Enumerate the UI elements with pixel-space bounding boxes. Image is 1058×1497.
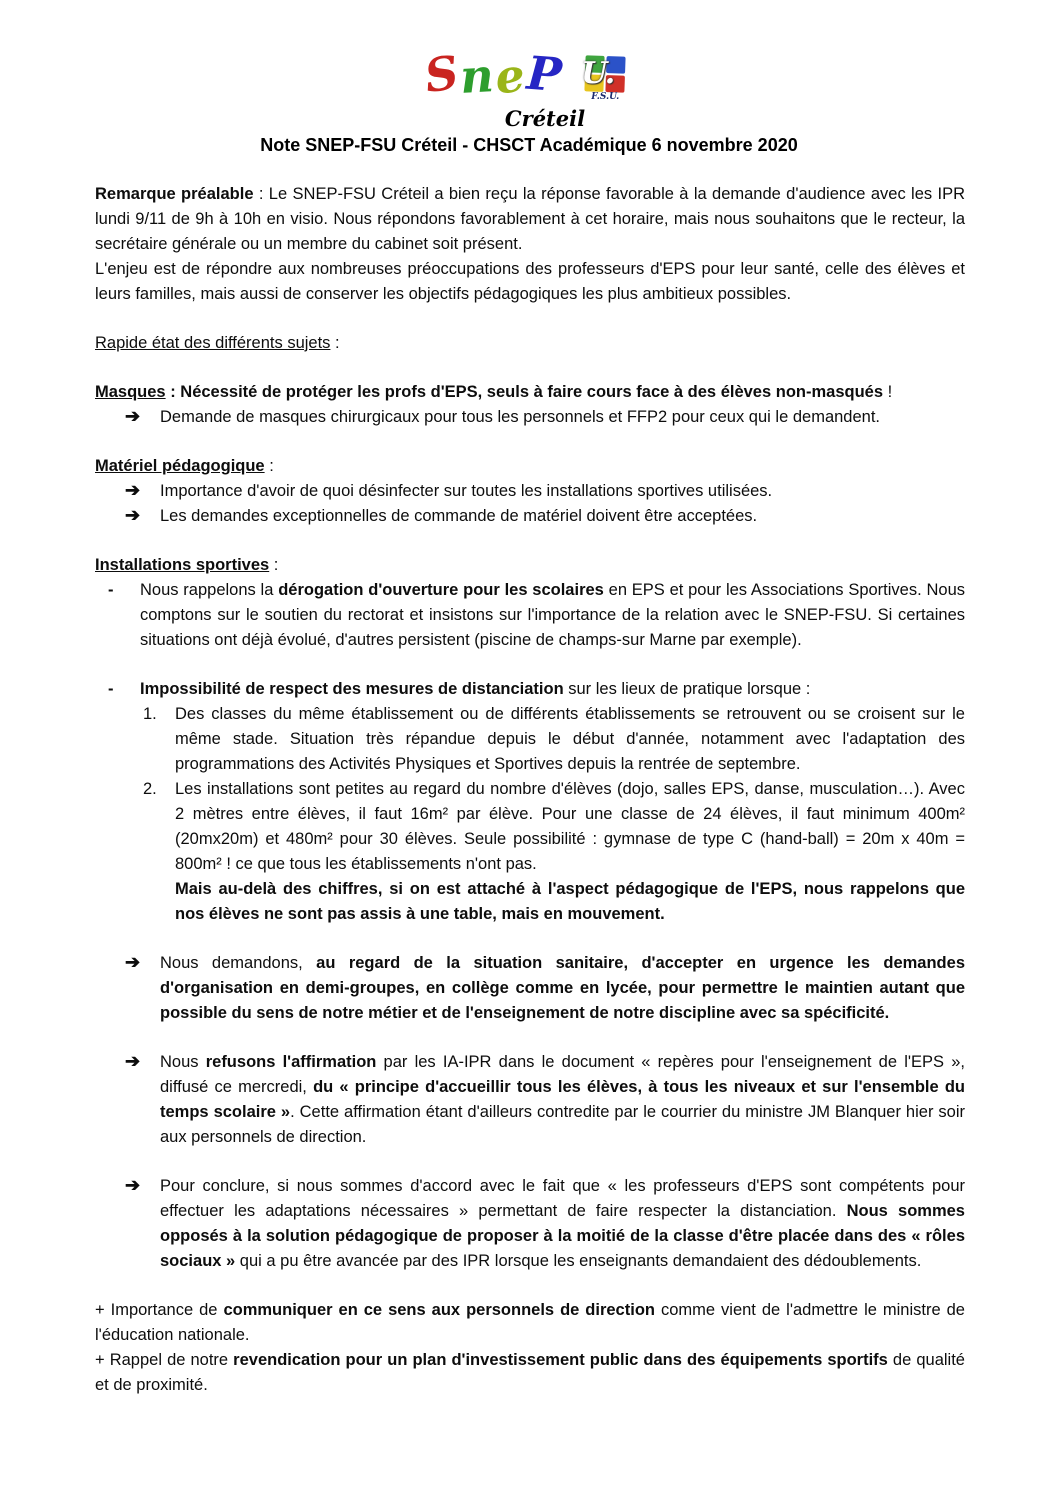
spacer (95, 1274, 965, 1298)
text-run: refusons l'affirmation (205, 1053, 377, 1071)
dash-bullet: - (108, 581, 114, 599)
text-run: Les installations sont petites au regard du nombre d'élèves (dojo, salles EPS, danse, musculation…). Avec 2 mètres entre élèves, il faut 16m² par élève. Pour une classe de 24 élèves, il faut minimum 400m² (20mx20m) et 480m² pour 30 élèves. Seule possibilité : gymnase de type C (hand-ball) = 20m x 40m = 800m² ! ce que tous les établissements n'ont pas. (175, 780, 965, 873)
fsu-u-label: U. (581, 56, 616, 91)
text-run: Installations sportives (95, 556, 270, 574)
heading-masques (95, 380, 965, 405)
text-run: : (264, 457, 274, 475)
text-run: par les IA-IPR dans le document « repères pour l'enseignement de l'EPS », diffusé ce mercredi, (160, 1053, 965, 1096)
arrow-bullet-icon: ➔ (125, 505, 141, 525)
text-run: communiquer en ce sens aux personnels de direction (223, 1301, 655, 1319)
number-label: 1. (143, 705, 157, 723)
text-run: Pour conclure, si nous sommes d'accord avec le fait que « les professeurs d'EPS sont compétents pour effectuer les adaptations nécessaires » permettant de faire respecter la distanciation. (160, 1177, 965, 1220)
arrow-bullet-icon: ➔ (125, 480, 141, 500)
text-run: Matériel pédagogique (95, 457, 265, 475)
text-run: au regard de la situation sanitaire, d'accepter en urgence les demandes d'organisation en demi-groupes, en collège comme en lycée, pour permettre le maintien autant que possible du sens de notre métier et de l'enseignement de notre discipline avec sa spécificité. (160, 954, 965, 1022)
text-run: de qualité et de proximité. (95, 1351, 965, 1394)
text-run: comme vient de l'admettre le ministre de l'éducation nationale. (95, 1301, 965, 1344)
text-run: Nous (160, 1053, 206, 1071)
text-run: + Importance de (95, 1301, 224, 1319)
text-run: dérogation d'ouverture pour les scolaires (278, 581, 604, 599)
text-run: Importance d'avoir de quoi désinfecter sur toutes les installations sportives utilisées. (160, 482, 773, 500)
logo-subtitle: Créteil (504, 106, 586, 131)
text-run: Nous demandons, (160, 954, 317, 972)
arrow-bullet-icon: ➔ (125, 406, 141, 426)
arrow-refus-affirmation (95, 1050, 965, 1150)
number-label: 2. (143, 780, 157, 798)
heading-materiel (95, 454, 965, 479)
page-title: Note SNEP-FSU Créteil - CHSCT Académique 6 novembre 2020 (260, 135, 798, 155)
text-run: + Rappel de notre (95, 1351, 234, 1369)
logo-letter: S (421, 44, 464, 104)
text-run: . Cette affirmation étant d'ailleurs contredite par le courrier du ministre JM Blanquer hier soir aux personnels de direction. (160, 1103, 965, 1146)
numbered-item-2-continuation (95, 877, 965, 927)
text-run: Mais au-delà des chiffres, si on est attaché à l'aspect pédagogique de l'EPS, nous rappelons que nos élèves ne sont pas assis à une table, mais en mouvement. (175, 880, 965, 923)
materiel-arrow-2 (95, 504, 965, 529)
text-run: en EPS et pour les Associations Sportives. Nous comptons sur le soutien du rectorat et insistons sur l'importance de la relation avec le SNEP-FSU. Si certaines situations ont déjà évolué, d'autres persistent (piscine de champs-sur Marne par exemple). (140, 581, 965, 649)
text-run: : Le SNEP-FSU Créteil a bien reçu la réponse favorable à la demande d'audience avec les IPR lundi 9/11 de 9h à 10h en visio. Nous répondons favorablement à cet horaire, mais nous souhaitons que le recteur, la secrétaire générale ou un membre du cabinet soit présent. (95, 185, 966, 253)
arrow-bullet-icon: ➔ (125, 952, 141, 972)
text-run: revendication pour un plan d'investissement public dans des équipements sportifs (233, 1351, 888, 1369)
dash-bullet: - (108, 680, 114, 698)
materiel-arrow-1 (95, 479, 965, 504)
text-run: Rapide état des différents sujets (95, 334, 331, 352)
snep-logo (0, 44, 1058, 108)
masques-arrow-item (95, 405, 965, 430)
plus-communiquer (95, 1298, 965, 1348)
spacer (95, 653, 965, 677)
spacer (95, 1026, 965, 1050)
logo-letter: n (458, 48, 497, 104)
text-run: ! (883, 383, 893, 401)
arrow-bullet-icon: ➔ (125, 1051, 141, 1071)
numbered-item-2 (95, 777, 965, 877)
text-run: : (269, 556, 279, 574)
text-run: Nous rappelons la (140, 581, 279, 599)
fsu-logo (577, 56, 633, 108)
fsu-caption: F.S.U. (591, 92, 620, 102)
text-run: Remarque préalable (95, 185, 254, 203)
text-run: : (165, 383, 181, 401)
spacer (95, 430, 965, 454)
text-run: qui a pu être avancée par des IPR lorsque les enseignants demandaient des dédoublements. (235, 1252, 922, 1270)
spacer (95, 529, 965, 553)
text-run: sur les lieux de pratique lorsque : (563, 680, 811, 698)
document-header (0, 0, 1058, 156)
heading-rapide-etat (95, 331, 965, 356)
spacer (95, 356, 965, 380)
spacer (95, 307, 965, 331)
arrow-demi-groupes (95, 951, 965, 1026)
document-body (95, 182, 965, 1398)
text-run: : (330, 334, 340, 352)
spacer (95, 927, 965, 951)
text-run: Nous sommes opposés à la solution pédagogique de proposer à la moitié de la classe d'être placée dans des « rôles sociaux » (160, 1202, 965, 1270)
plus-revendication (95, 1348, 965, 1398)
snep-logo-letters (421, 44, 566, 105)
text-run: Masques (95, 383, 166, 401)
logo-letter: e (492, 47, 530, 105)
arrow-conclusion (95, 1174, 965, 1274)
text-run: du « principe d'accueillir tous les élèves, à tous les niveaux et sur l'ensemble du temps scolaire » (160, 1078, 966, 1121)
remarque-paragraph (95, 182, 965, 257)
text-run: Des classes du même établissement ou de différents établissements se retrouvent ou se croisent sur le même stade. Situation très répandue depuis le début d'année, notamment avec l'adaptation des programmations des Activités Physiques et Sportives depuis la rentrée de septembre. (175, 705, 965, 773)
numbered-item-1 (95, 702, 965, 777)
text-run: L'enjeu est de répondre aux nombreuses préoccupations des professeurs d'EPS pour leur santé, celle des élèves et leurs familles, mais aussi de conserver les objectifs pédagogiques les plus ambitieux possibles. (95, 260, 965, 303)
text-run: Les demandes exceptionnelles de commande de matériel doivent être acceptées. (160, 507, 758, 525)
text-run: Impossibilité de respect des mesures de distanciation (140, 680, 564, 698)
heading-installations (95, 553, 965, 578)
spacer (95, 1150, 965, 1174)
text-run: Nécessité de protéger les profs d'EPS, seuls à faire cours face à des élèves non-masqués (180, 383, 884, 401)
installations-dash-1 (95, 578, 965, 653)
logo-letter: P (524, 45, 566, 103)
distanciation-dash (95, 677, 965, 702)
text-run: Demande de masques chirurgicaux pour tous les personnels et FFP2 pour ceux qui le demandent. (160, 408, 880, 426)
arrow-bullet-icon: ➔ (125, 1175, 141, 1195)
enjeu-paragraph (95, 257, 965, 307)
